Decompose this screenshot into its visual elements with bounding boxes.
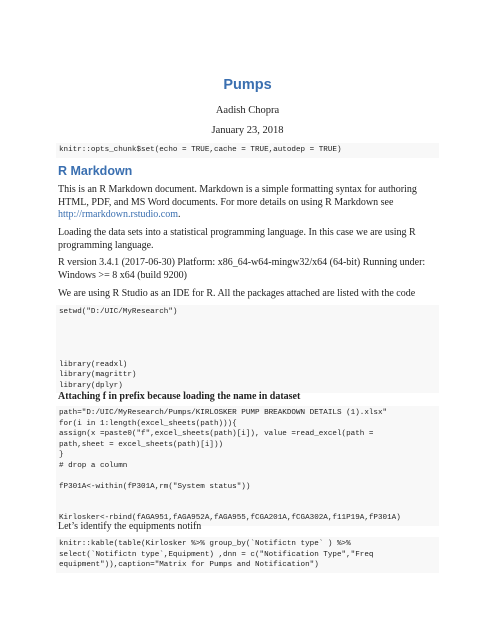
paragraph-loading: Loading the data sets into a statistical programming language. In this case we are using R programming language. [58,227,416,251]
paragraph-intro [58,184,433,222]
code-line [59,349,436,360]
paragraph-ide: We are using R Studio as an IDE for R. All the packages attached are listed with the code [58,288,416,299]
code-line: path,sheet = excel_sheets(path)[i])) [59,440,224,449]
code-line: library(readxl) [59,360,128,369]
code-block-kable [56,537,439,573]
heading-attaching-prefix: Attaching f in prefix because loading the name in dataset [58,391,301,402]
code-line [59,492,436,503]
code-line: equipment")),caption="Matrix for Pumps and Notification") [59,561,319,569]
rmarkdown-link[interactable]: http://rmarkdown.rstudio.com [58,209,178,220]
code-block-load [56,406,439,526]
code-line: } [59,451,64,459]
code-line: select(`Notifictn type`,Equipment) ,dnn = c("Notification Type","Freq [59,550,374,559]
code-line [59,471,436,482]
code-line: # drop a column [59,461,128,470]
code-line: library(dplyr) [59,381,123,390]
code-line: Kirlosker<-rbind(fAGA951,fAGA952A,fAGA955,fCGA201A,fCGA302A,f11P19A,fP301A) [59,514,401,522]
code-line: for(i in 1:length(excel_sheets(path))){ [59,419,237,428]
section-heading-r-markdown: R Markdown [58,164,133,178]
paragraph-r-version: R version 3.4.1 (2017-06-30) Platform: x86_64-w64-mingw32/x64 (64-bit) Running under: Windows >= 8 x64 (build 9200) [58,257,426,281]
code-line [59,318,436,329]
code-block-setwd [56,305,439,393]
paragraph-identify: Let’s identify the equipments notifn [58,521,202,532]
paragraph-intro-end: . [178,209,181,220]
code-line [59,328,436,339]
document-title: Pumps [223,77,272,93]
code-line: path="D:/UIC/MyResearch/Pumps/KIRLOSKER PUMP BREAKDOWN DETAILS (1).xlsx" [59,409,388,417]
code-line: setwd("D:/UIC/MyResearch") [59,308,178,316]
code-line: knitr::kable(table(Kirlosker %>% group_by(`Notifictn type` ) %>% [59,540,351,548]
code-line: fP301A<-within(fP301A,rm("System status")) [59,482,251,491]
code-block-opts [56,143,439,158]
code-line: knitr::opts_chunk$set(echo = TRUE,cache = TRUE,autodep = TRUE) [59,146,342,154]
code-line: library(magrittr) [59,371,137,379]
code-line [59,339,436,350]
code-line: assign(x =paste0("f",excel_sheets(path)[i]), value =read_excel(path = [59,430,374,438]
document-date: January 23, 2018 [211,125,284,136]
paragraph-intro-text: This is an R Markdown document. Markdown is a simple formatting syntax for authoring HTML, PDF, and MS Word documents. For more details on using R Markdown see [58,184,417,208]
code-line [59,503,436,514]
document-author: Aadish Chopra [215,105,280,116]
